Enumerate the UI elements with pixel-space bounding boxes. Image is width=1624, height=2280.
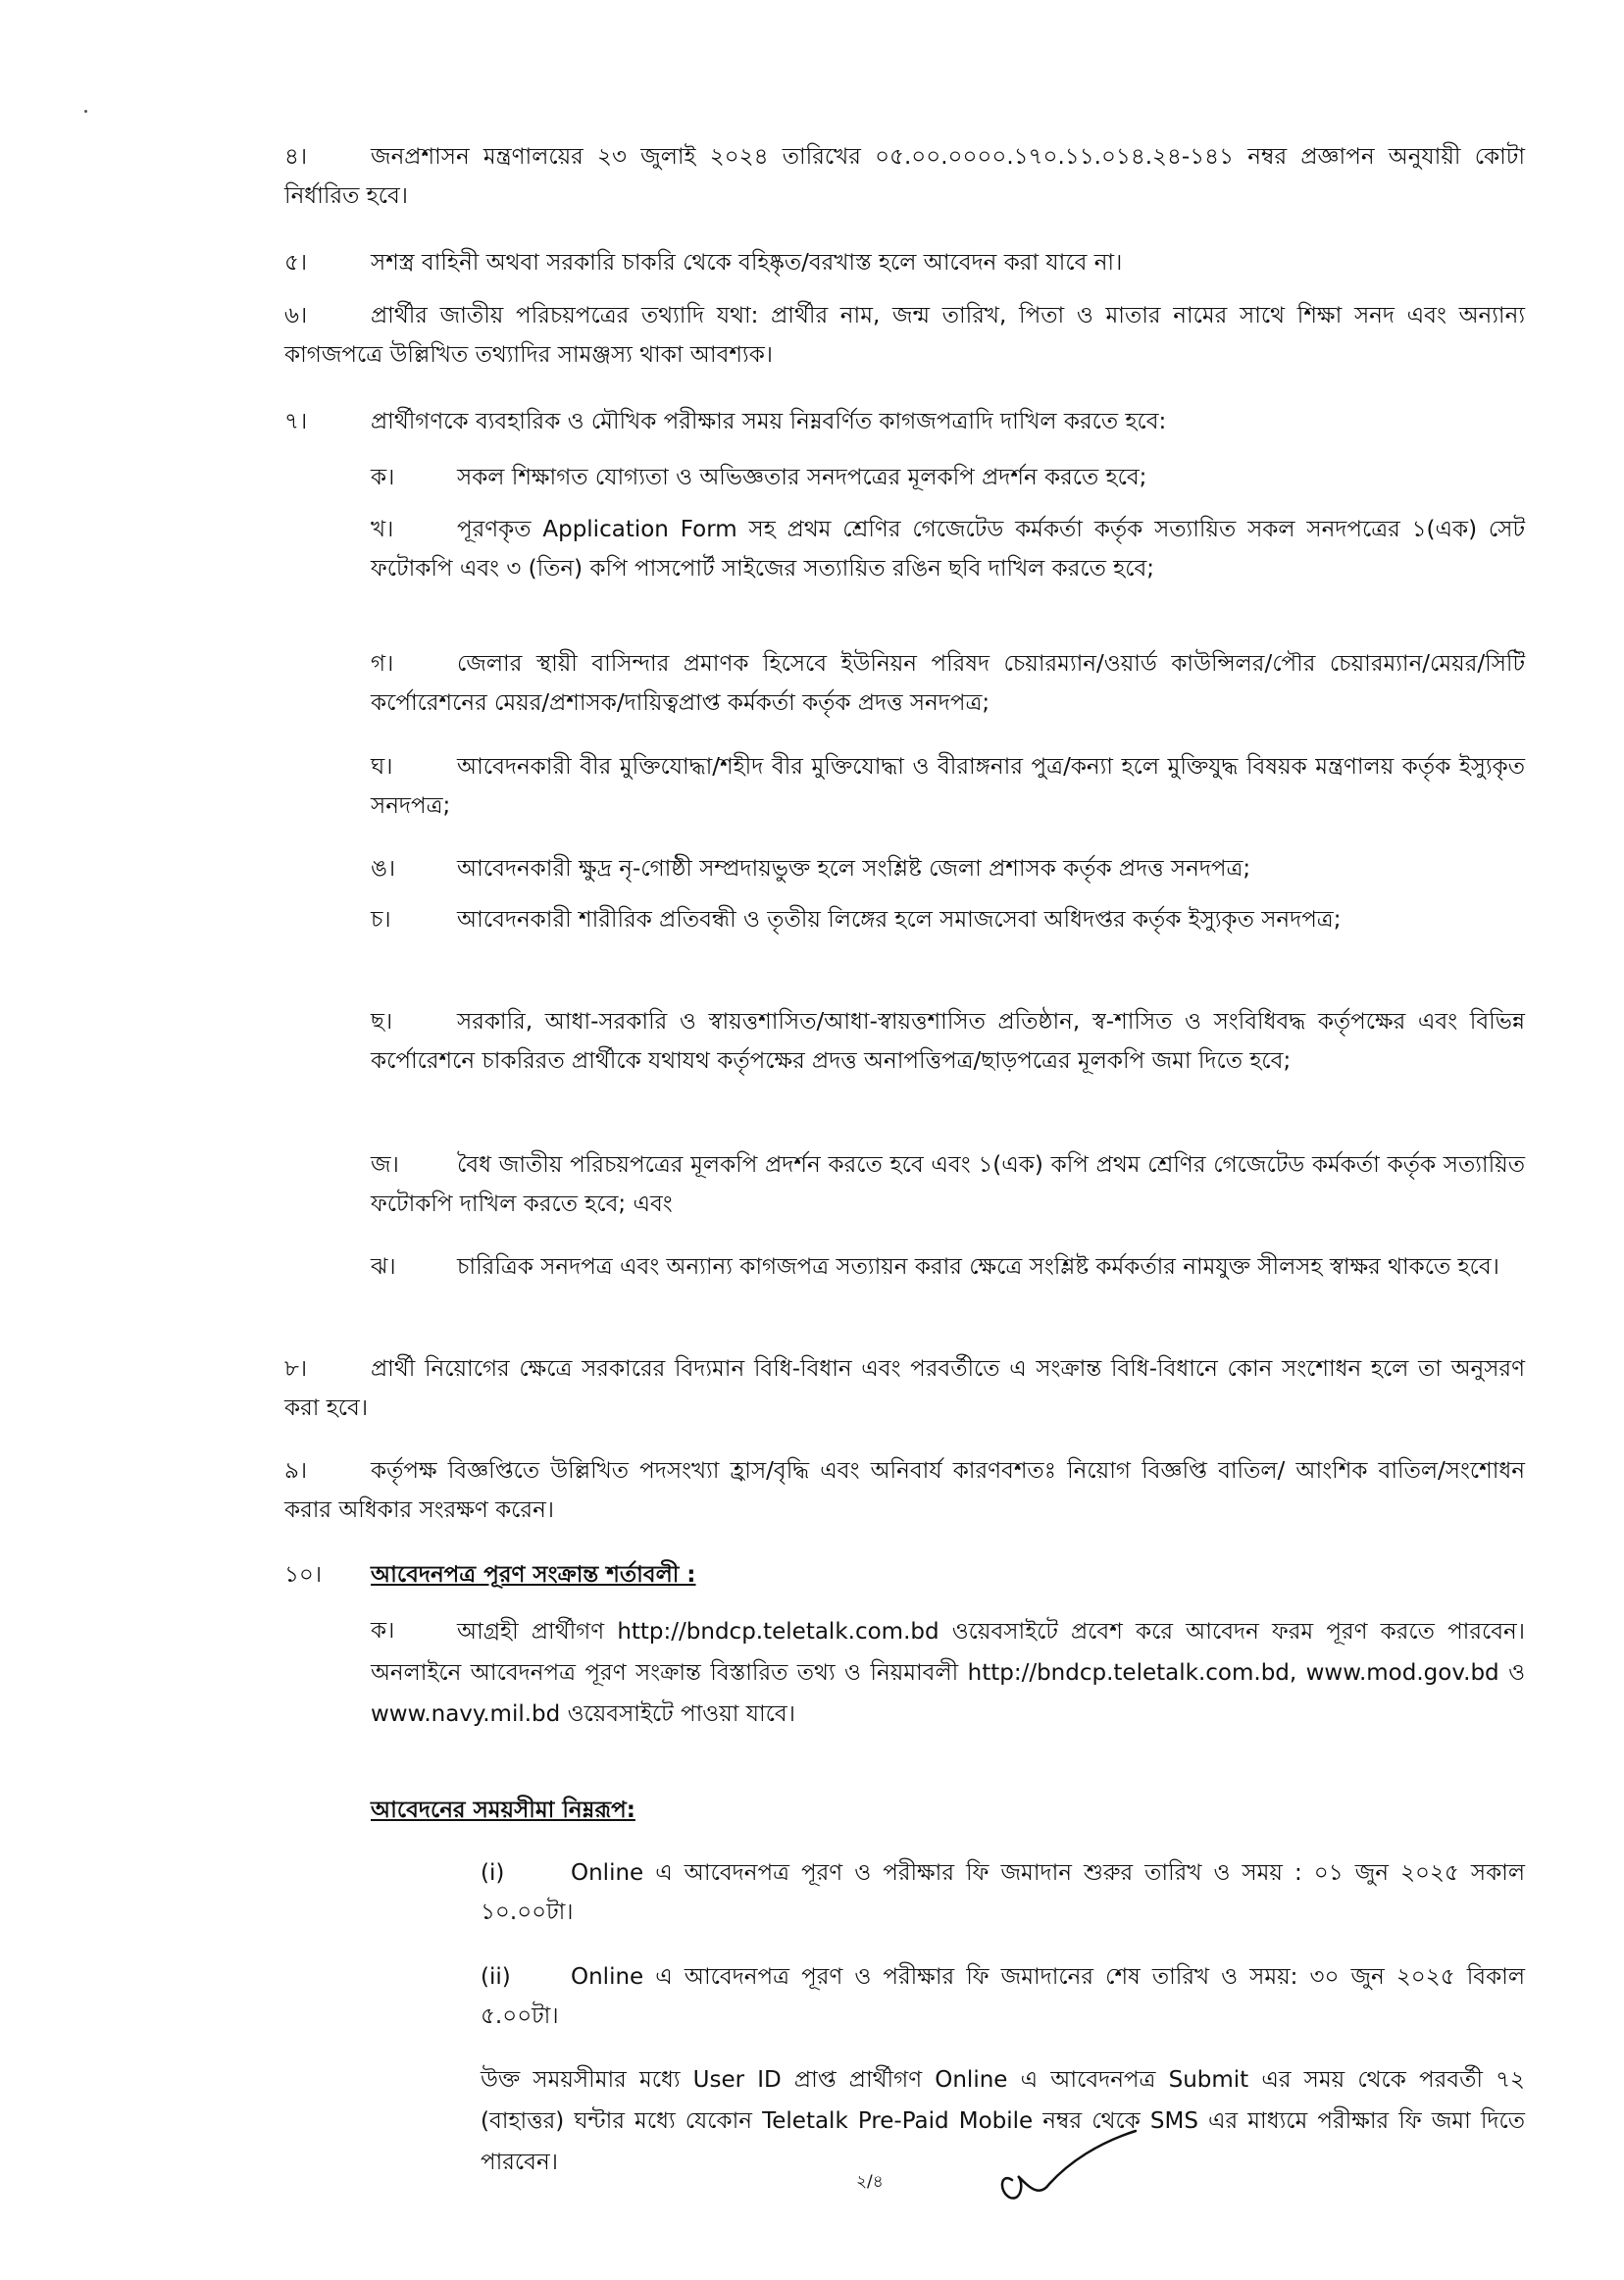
sub-item-number: চ। <box>371 907 391 933</box>
sub-item-text: আগ্রহী প্রার্থীগণ http://bndcp.teletalk.com.bd ওয়েবসাইটে প্রবেশ করে আবেদন ফরম পূরণ করতে পারবেন। অনলাইনে আবেদনপত্র পূরণ সংক্রান্ত বিস্তারিত তথ্য ও নিয়মাবলী http://bndcp.teletalk.com.bd, www.mod.gov.bd ও www.navy.mil.bd ওয়েবসাইটে পাওয়া যাবে। <box>371 1619 1525 1727</box>
deadline-number: (ii) <box>481 1964 511 1990</box>
sub-item-number: ঝ। <box>371 1254 396 1280</box>
item-number: ১০। <box>284 1562 323 1588</box>
item-number: ৬। <box>284 303 308 329</box>
sub-item-number: গ। <box>371 651 394 677</box>
item-text: প্রার্থীর জাতীয় পরিচয়পত্রের তথ্যাদি যথা: প্রার্থীর নাম, জন্ম তারিখ, পিতা ও মাতার নামের সাথে শিক্ষা সনদ এবং অন্যান্য কাগজপত্রে উল্লিখিত তথ্যাদির সামঞ্জস্য থাকা আবশ্যক। <box>284 303 1525 368</box>
closing-paragraph: উক্ত সময়সীমার মধ্যে User ID প্রাপ্ত প্রার্থীগণ Online এ আবেদনপত্র Submit এর সময় থেকে পরবর্তী ৭২ (বাহাত্তর) ঘন্টার মধ্যে যেকোন Teletalk Pre-Paid Mobile নম্বর থেকে SMS এর মাধ্যমে পরীক্ষার ফি জমা দিতে পারবেন। <box>481 2067 1525 2175</box>
item-number: ৪। <box>284 144 308 170</box>
section-heading: আবেদনপত্র পূরণ সংক্রান্ত শর্তাবলী : <box>371 1562 696 1588</box>
sub-item-number: ছ। <box>371 1009 393 1035</box>
sub-item-number: জ। <box>371 1152 399 1178</box>
signature <box>971 2103 1147 2211</box>
item-number: ৯। <box>284 1458 308 1484</box>
item-number: ৮। <box>284 1356 308 1382</box>
sub-item-number: ঙ। <box>371 856 396 882</box>
sub-item-number: ঘ। <box>371 754 393 780</box>
sub-item-number: ক। <box>371 465 395 490</box>
sub-item-text: আবেদনকারী শারীরিক প্রতিবন্ধী ও তৃতীয় লিঙ্গের হলে সমাজসেবা অধিদপ্তর কর্তৃক ইস্যুকৃত সনদপত্র; <box>457 907 1342 933</box>
sub-item-number: ক। <box>371 1618 395 1644</box>
page-number: ২/৪ <box>856 2172 884 2192</box>
sub-item-text: চারিত্রিক সনদপত্র এবং অন্যান্য কাগজপত্র সত্যায়ন করার ক্ষেত্রে সংশ্লিষ্ট কর্মকর্তার নামযুক্ত সীলসহ স্বাক্ষর থাকতে হবে। <box>457 1254 1499 1280</box>
item-number: ৫। <box>284 250 308 276</box>
deadline-number: (i) <box>481 1860 505 1886</box>
item-text: সশস্ত্র বাহিনী অথবা সরকারি চাকরি থেকে বহিষ্কৃত/বরখাস্ত হলে আবেদন করা যাবে না। <box>371 250 1123 276</box>
item-text: জনপ্রশাসন মন্ত্রণালয়ের ২৩ জুলাই ২০২৪ তারিখের ০৫.০০.০০০০.১৭০.১১.০১৪.২৪-১৪১ নম্বর প্রজ্ঞাপন অনুযায়ী কোটা নির্ধারিত হবে। <box>284 144 1525 209</box>
deadline-text: Online এ আবেদনপত্র পূরণ ও পরীক্ষার ফি জমাদান শুরুর তারিখ ও সময় : ০১ জুন ২০২৫ সকাল ১০.০০টা। <box>481 1860 1525 1925</box>
sub-item-text: সকল শিক্ষাগত যোগ্যতা ও অভিজ্ঞতার সনদপত্রের মূলকপি প্রদর্শন করতে হবে; <box>457 465 1147 490</box>
sub-item-text: পূরণকৃত Application Form সহ প্রথম শ্রেণির গেজেটেড কর্মকর্তা কর্তৃক সত্যায়িত সকল সনদপত্রের ১(এক) সেট ফটোকপি এবং ৩ (তিন) কপি পাসপোর্ট সাইজের সত্যায়িত রঙিন ছবি দাখিল করতে হবে; <box>371 517 1525 582</box>
sub-item-text: জেলার স্থায়ী বাসিন্দার প্রমাণক হিসেবে ইউনিয়ন পরিষদ চেয়ারম্যান/ওয়ার্ড কাউন্সিলর/পৌর চেয়ারম্যান/মেয়র/সিটি কর্পোরেশনের মেয়র/প্রশাসক/দায়িত্বপ্রাপ্ত কর্মকর্তা কর্তৃক প্রদত্ত সনদপত্র; <box>371 651 1525 716</box>
sub-item-text: আবেদনকারী বীর মুক্তিযোদ্ধা/শহীদ বীর মুক্তিযোদ্ধা ও বীরাঙ্গনার পুত্র/কন্যা হলে মুক্তিযুদ্ধ বিষয়ক মন্ত্রণালয় কর্তৃক ইস্যুকৃত সনদপত্র; <box>371 754 1525 819</box>
item-text: প্রার্থী নিয়োগের ক্ষেত্রে সরকারের বিদ্যমান বিধি-বিধান এবং পরবর্তীতে এ সংক্রান্ত বিধি-বিধানে কোন সংশোধন হলে তা অনুসরণ করা হবে। <box>284 1356 1525 1421</box>
item-text: কর্তৃপক্ষ বিজ্ঞপ্তিতে উল্লিখিত পদসংখ্যা হ্রাস/বৃদ্ধি এবং অনিবার্য কারণবশতঃ নিয়োগ বিজ্ঞপ্তি বাতিল/ আংশিক বাতিল/সংশোধন করার অধিকার সংরক্ষণ করেন। <box>284 1458 1525 1523</box>
item-text: প্রার্থীগণকে ব্যবহারিক ও মৌখিক পরীক্ষার সময় নিম্নবর্ণিত কাগজপত্রাদি দাখিল করতে হবে: <box>371 409 1167 434</box>
deadline-text: Online এ আবেদনপত্র পূরণ ও পরীক্ষার ফি জমাদানের শেষ তারিখ ও সময়: ৩০ জুন ২০২৫ বিকাল ৫.০০টা। <box>481 1964 1525 2029</box>
scan-speck <box>84 110 87 113</box>
sub-item-text: বৈধ জাতীয় পরিচয়পত্রের মূলকপি প্রদর্শন করতে হবে এবং ১(এক) কপি প্রথম শ্রেণির গেজেটেড কর্মকর্তা কর্তৃক সত্যায়িত ফটোকপি দাখিল করতে হবে; এবং <box>371 1152 1525 1217</box>
deadline-heading: আবেদনের সময়সীমা নিম্নরূপ: <box>371 1798 635 1823</box>
sub-item-text: সরকারি, আধা-সরকারি ও স্বায়ত্তশাসিত/আধা-স্বায়ত্তশাসিত প্রতিষ্ঠান, স্ব-শাসিত ও সংবিধিবদ্ধ কর্তৃপক্ষের এবং বিভিন্ন কর্পোরেশনে চাকরিরত প্রার্থীকে যথাযথ কর্তৃপক্ষের প্রদত্ত অনাপত্তিপত্র/ছাড়পত্রের মূলকপি জমা দিতে হবে; <box>371 1009 1525 1074</box>
sub-item-number: খ। <box>371 517 394 542</box>
item-number: ৭। <box>284 409 308 434</box>
sub-item-text: আবেদনকারী ক্ষুদ্র নৃ-গোষ্ঠী সম্প্রদায়ভুক্ত হলে সংশ্লিষ্ট জেলা প্রশাসক কর্তৃক প্রদত্ত সনদপত্র; <box>457 856 1251 882</box>
